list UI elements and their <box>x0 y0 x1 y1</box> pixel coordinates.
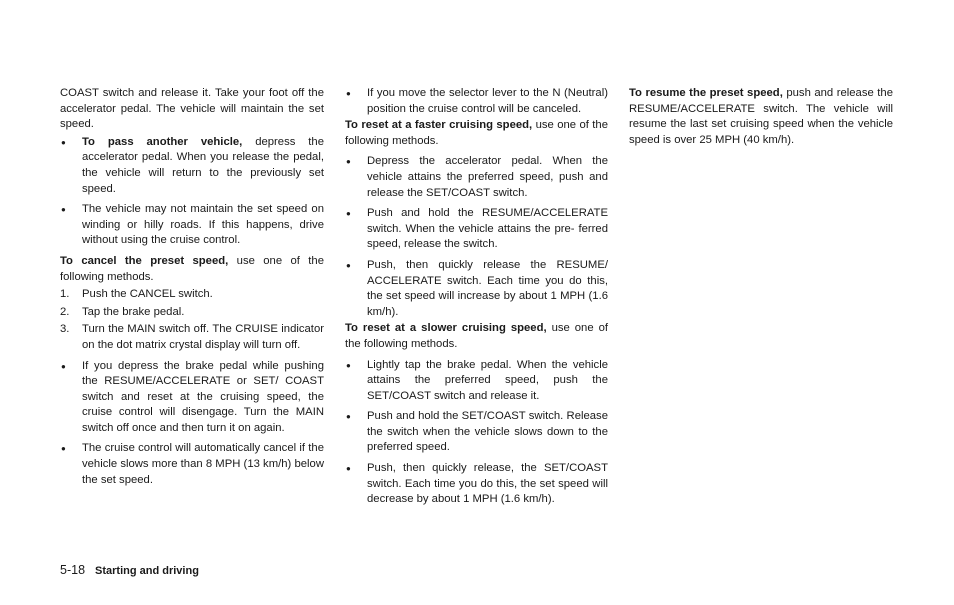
list-item: ● Push and hold the RESUME/ACCELERATE switch. When the vehicle attains the pre- ferred speed, release the switch. <box>345 206 608 253</box>
bullet-list-disengage <box>60 359 324 489</box>
page-footer <box>60 562 199 579</box>
bold-lead: To pass another vehicle, <box>82 135 243 148</box>
list-item: ● Lightly tap the brake pedal. When the vehicle attains the preferred speed, push the SET/COAST switch and release it. <box>345 358 608 405</box>
list-item: ● If you depress the brake pedal while pushing the RESUME/ACCELERATE or SET/ COAST switch and reset at the cruising speed, the cruise control will disengage. Turn the MAIN switch off once and then turn it on again. <box>60 359 324 437</box>
list-item: ● Push, then quickly release the RESUME/ ACCELERATE switch. Each time you do this, the set speed will increase by about 1 MPH (1.6 km/h). <box>345 258 608 320</box>
list-item: ● Push, then quickly release, the SET/COAST switch. Each time you do this, the set speed will decrease by about 1 MPH (1.6 km/h). <box>345 461 608 508</box>
list-item: ● Depress the accelerator pedal. When the vehicle attains the preferred speed, push and release the SET/COAST switch. <box>345 154 608 201</box>
faster-paragraph <box>345 118 608 149</box>
step-number: 1. <box>60 288 70 301</box>
bullet-list-slower <box>345 358 608 508</box>
column-2 <box>345 86 608 513</box>
intro-paragraph: COAST switch and release it. Take your foot off the accelerator pedal. The vehicle will maintain the set speed. <box>60 87 324 131</box>
resume-paragraph <box>629 86 893 148</box>
item-text: depress the accelerator pedal. When you release the pedal, the vehicle will return to the previously set speed. <box>82 135 324 195</box>
step-item <box>60 322 324 353</box>
cancel-heading: To cancel the preset speed, <box>60 254 229 267</box>
resume-heading: To resume the preset speed, <box>629 87 783 99</box>
slower-paragraph <box>345 321 608 352</box>
resume-text: push and release the RESUME/ACCELERATE switch. The vehicle will resume the last set cruising speed when the vehicle speed is over 25 MPH (40 km/h). <box>629 87 893 146</box>
step-item <box>60 287 324 303</box>
list-item: ● Push and hold the SET/COAST switch. Release the switch when the vehicle slows down to the preferred speed. <box>345 409 608 456</box>
list-item: ● If you move the selector lever to the N (Neutral) position the cruise control will be canceled. <box>345 86 608 117</box>
cancel-steps <box>60 287 324 353</box>
column-1 <box>60 86 324 493</box>
step-number: 3. <box>60 323 70 336</box>
step-text: Turn the MAIN switch off. The CRUISE indicator on the dot matrix crystal display will turn off. <box>82 323 324 351</box>
step-item <box>60 305 324 321</box>
step-text: Push the CANCEL switch. <box>82 288 213 301</box>
slower-text: use one of the following methods. <box>345 322 608 350</box>
faster-heading: To reset at a faster cruising speed, <box>345 119 533 132</box>
faster-text: use one of the following methods. <box>345 119 608 147</box>
step-number: 2. <box>60 305 70 318</box>
bullet-list-selector <box>345 86 608 117</box>
cancel-paragraph <box>60 254 324 285</box>
list-item: ● The cruise control will automatically cancel if the vehicle slows more than 8 MPH (13 km/h) below the set speed. <box>60 441 324 488</box>
slower-heading: To reset at a slower cruising speed, <box>345 322 547 335</box>
item-text: The vehicle may not maintain the set speed on winding or hilly roads. If this happens, drive without using the cruise control. <box>82 203 324 247</box>
bullet-list-pass <box>60 135 324 249</box>
list-item <box>60 135 324 197</box>
page-number: 5-18 <box>60 563 86 577</box>
step-text: Tap the brake pedal. <box>82 305 185 318</box>
column-3 <box>629 86 893 150</box>
cancel-text: use one of the following methods. <box>60 254 324 283</box>
list-item <box>60 202 324 249</box>
section-title: Starting and driving <box>95 565 199 577</box>
bullet-list-faster <box>345 154 608 320</box>
